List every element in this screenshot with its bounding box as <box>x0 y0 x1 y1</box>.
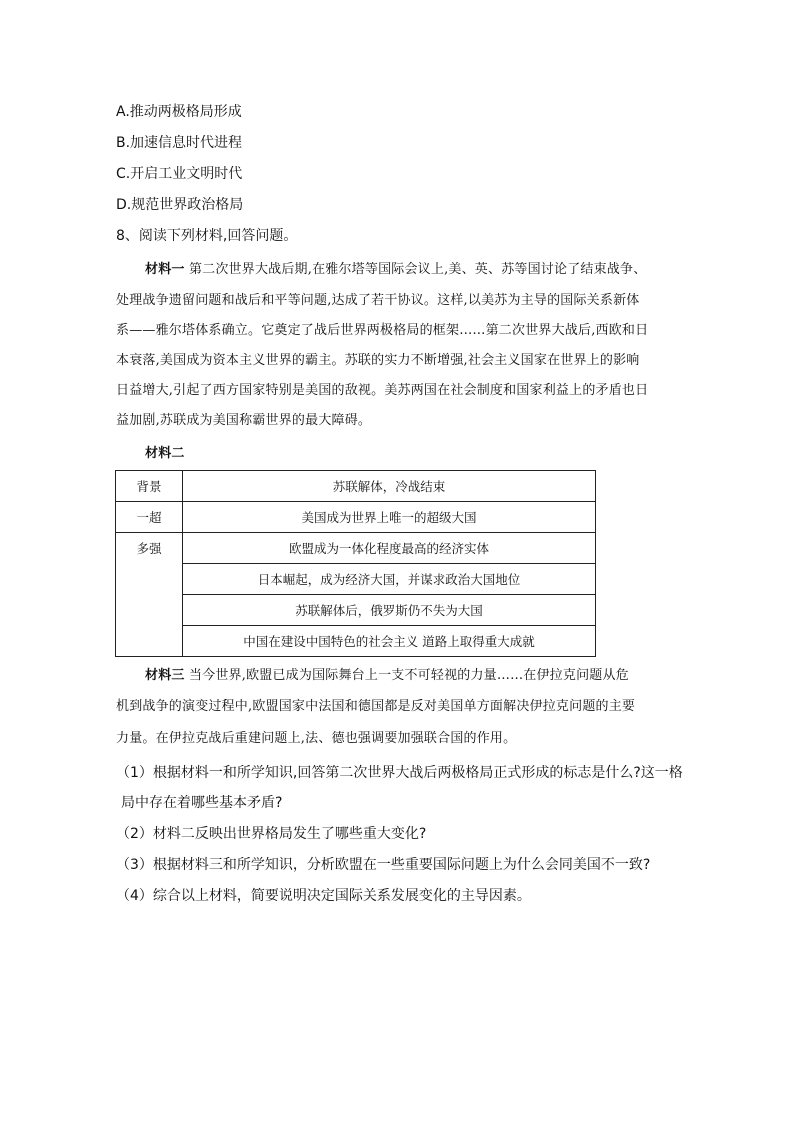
material1-line-5: 日益增大,引起了西方国家特别是美国的敌视。美苏两国在社会制度和国家利益上的矛盾也日 <box>116 383 649 398</box>
table-row <box>116 471 596 502</box>
material3-line-1: 材料三 当今世界,欧盟已成为国际舞台上一支不可轻视的力量……在伊拉克问题从危 <box>145 668 629 683</box>
question-8-intro: 8、阅读下列材料,回答问题。 <box>116 228 298 244</box>
table-row <box>116 564 596 595</box>
option-a: A.推动两极格局形成 <box>116 104 242 120</box>
table-cell-background-label: 背景 <box>116 471 183 502</box>
table-cell-multipolar-value: 苏联解体后，俄罗斯仍不失为大国 <box>183 595 596 626</box>
table-cell-multipolar-value: 中国在建设中国特色的社会主义 道路上取得重大成就 <box>183 626 596 657</box>
table-cell-multipolar-value: 日本崛起，成为经济大国，并谋求政治大国地位 <box>183 564 596 595</box>
table-cell-background-value: 苏联解体，冷战结束 <box>183 471 596 502</box>
table-cell-multipolar-value: 欧盟成为一体化程度最高的经济实体 <box>183 533 596 564</box>
material3-line-2: 机到战争的演变过程中,欧盟国家中法国和德国都是反对美国单方面解决伊拉克问题的主要 <box>116 699 636 714</box>
question-4: （4）综合以上材料，简要说明决定国际关系发展变化的主导因素。 <box>116 888 531 904</box>
material3-label: 材料三 <box>145 668 185 683</box>
question-1-line-2: 局中存在着哪些基本矛盾? <box>121 795 283 811</box>
material1-line-2: 处理战争遗留问题和战后和平等问题,达成了若干协议。这样,以美苏为主导的国际关系新体 <box>116 293 640 308</box>
table-row <box>116 626 596 657</box>
option-d: D.规范世界政治格局 <box>116 197 244 213</box>
material1-line-3: 系——雅尔塔体系确立。它奠定了战后世界两极格局的框架……第二次世界大战后,西欧和日 <box>116 323 649 338</box>
table-row <box>116 533 596 564</box>
world-pattern-table <box>115 470 596 657</box>
table-cell-multipolar-label: 多强 <box>116 533 183 657</box>
material1-line-4: 本衰落,美国成为资本主义世界的霸主。苏联的实力不断增强,社会主义国家在世界上的影响 <box>116 353 640 368</box>
question-2: （2）材料二反映出世界格局发生了哪些重大变化? <box>116 826 427 842</box>
material1-line-6: 益加剧,苏联成为美国称霸世界的最大障碍。 <box>116 413 372 428</box>
question-3: （3）根据材料三和所学知识，分析欧盟在一些重要国际问题上为什么会同美国不一致? <box>116 857 651 873</box>
material1-line-1: 材料一 第二次世界大战后期,在雅尔塔等国际会议上,美、英、苏等国讨论了结束战争、 <box>145 262 647 277</box>
material1-label: 材料一 <box>145 262 185 277</box>
option-c: C.开启工业文明时代 <box>116 166 243 182</box>
table-row <box>116 595 596 626</box>
option-b: B.加速信息时代进程 <box>116 135 243 151</box>
table-row <box>116 502 596 533</box>
material3-line-3: 力量。在伊拉克战后重建问题上,法、德也强调要加强联合国的作用。 <box>116 731 517 746</box>
table-cell-superpower-value: 美国成为世界上唯一的超级大国 <box>183 502 596 533</box>
question-1-line-1: （1）根据材料一和所学知识,回答第二次世界大战后两极格局正式形成的标志是什么?这一格 <box>116 765 683 781</box>
table-cell-superpower-label: 一超 <box>116 502 183 533</box>
material2-label: 材料二 <box>145 446 185 461</box>
